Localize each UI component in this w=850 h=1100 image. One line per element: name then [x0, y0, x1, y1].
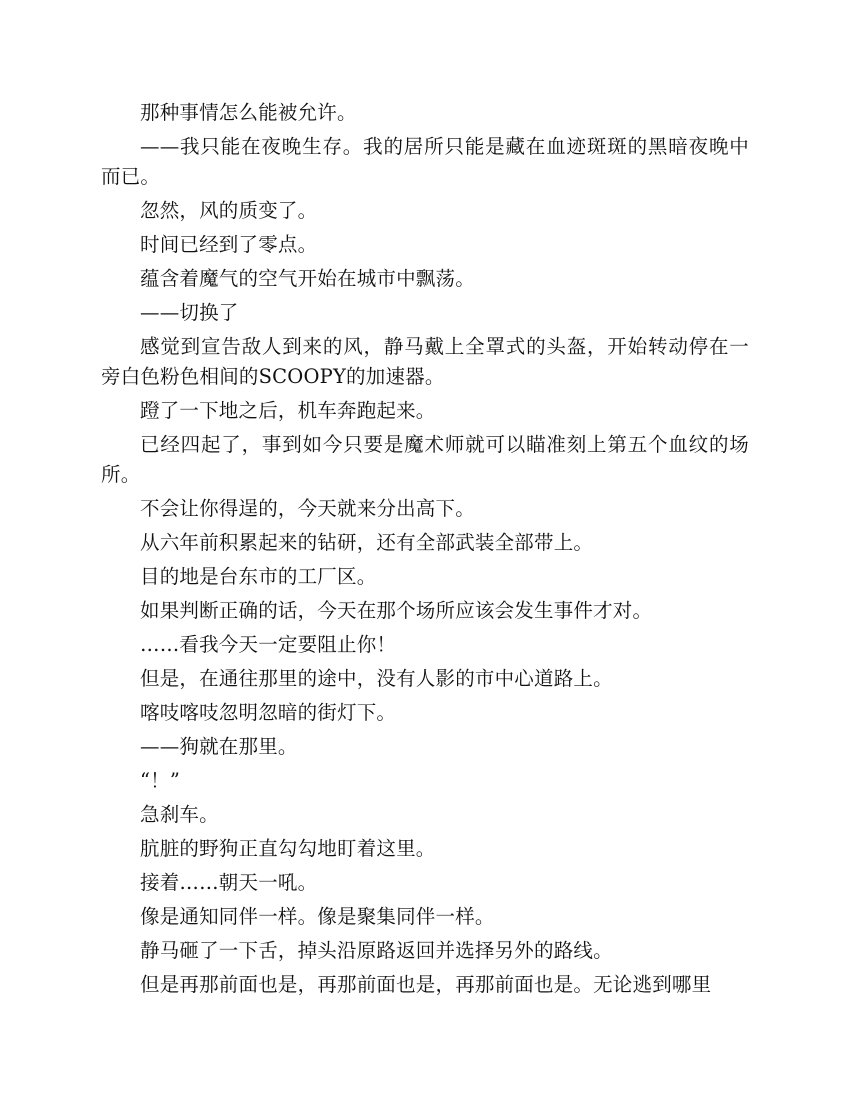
paragraph: 但是，在通往那里的途中，没有人影的市中心道路上。 — [140, 667, 613, 690]
paragraph: 感觉到宣告敌人到来的风，静马戴上全罩式的头盔，开始转动停在一旁白色粉色相间的SCOOPY的加速器。 — [101, 335, 749, 388]
paragraph: 像是通知同伴一样。像是聚集同伴一样。 — [140, 905, 495, 928]
paragraph: ——我只能在夜晚生存。我的居所只能是藏在血迹斑斑的黑暗夜晚中而已。 — [101, 135, 749, 188]
paragraph: ——狗就在那里。 — [140, 735, 298, 758]
paragraph: 那种事情怎么能被允许。 — [140, 101, 357, 124]
paragraph: 忽然，风的质变了。 — [140, 199, 318, 222]
paragraph: 静马砸了一下舌，掉头沿原路返回并选择另外的路线。 — [140, 939, 613, 962]
paragraph: 急刹车。 — [140, 803, 219, 826]
paragraph: 接着……朝天一吼。 — [140, 871, 318, 894]
paragraph: 但是再那前面也是，再那前面也是，再那前面也是。无论逃到哪里 — [140, 973, 712, 996]
paragraph: 已经四起了，事到如今只要是魔术师就可以瞄准刻上第五个血纹的场所。 — [101, 433, 749, 486]
paragraph: 目的地是台东市的工厂区。 — [140, 565, 377, 588]
paragraph: ……看我今天一定要阻止你！ — [140, 633, 397, 656]
paragraph: 从六年前积累起来的钻研，还有全部武装全部带上。 — [140, 531, 594, 554]
paragraph: “！” — [140, 769, 181, 792]
paragraph: 蕴含着魔气的空气开始在城市中飘荡。 — [140, 267, 475, 290]
paragraph: 时间已经到了零点。 — [140, 233, 318, 256]
paragraph: 如果判断正确的话，今天在那个场所应该会发生事件才对。 — [140, 599, 653, 622]
paragraph: 肮脏的野狗正直勾勾地盯着这里。 — [140, 837, 436, 860]
paragraph: 不会让你得逞的，今天就来分出高下。 — [140, 497, 475, 520]
paragraph: 蹬了一下地之后，机车奔跑起来。 — [140, 399, 436, 422]
document-body — [101, 98, 749, 1004]
paragraph: 喀吱喀吱忽明忽暗的街灯下。 — [140, 701, 397, 724]
paragraph: ——切换了 — [140, 301, 239, 324]
